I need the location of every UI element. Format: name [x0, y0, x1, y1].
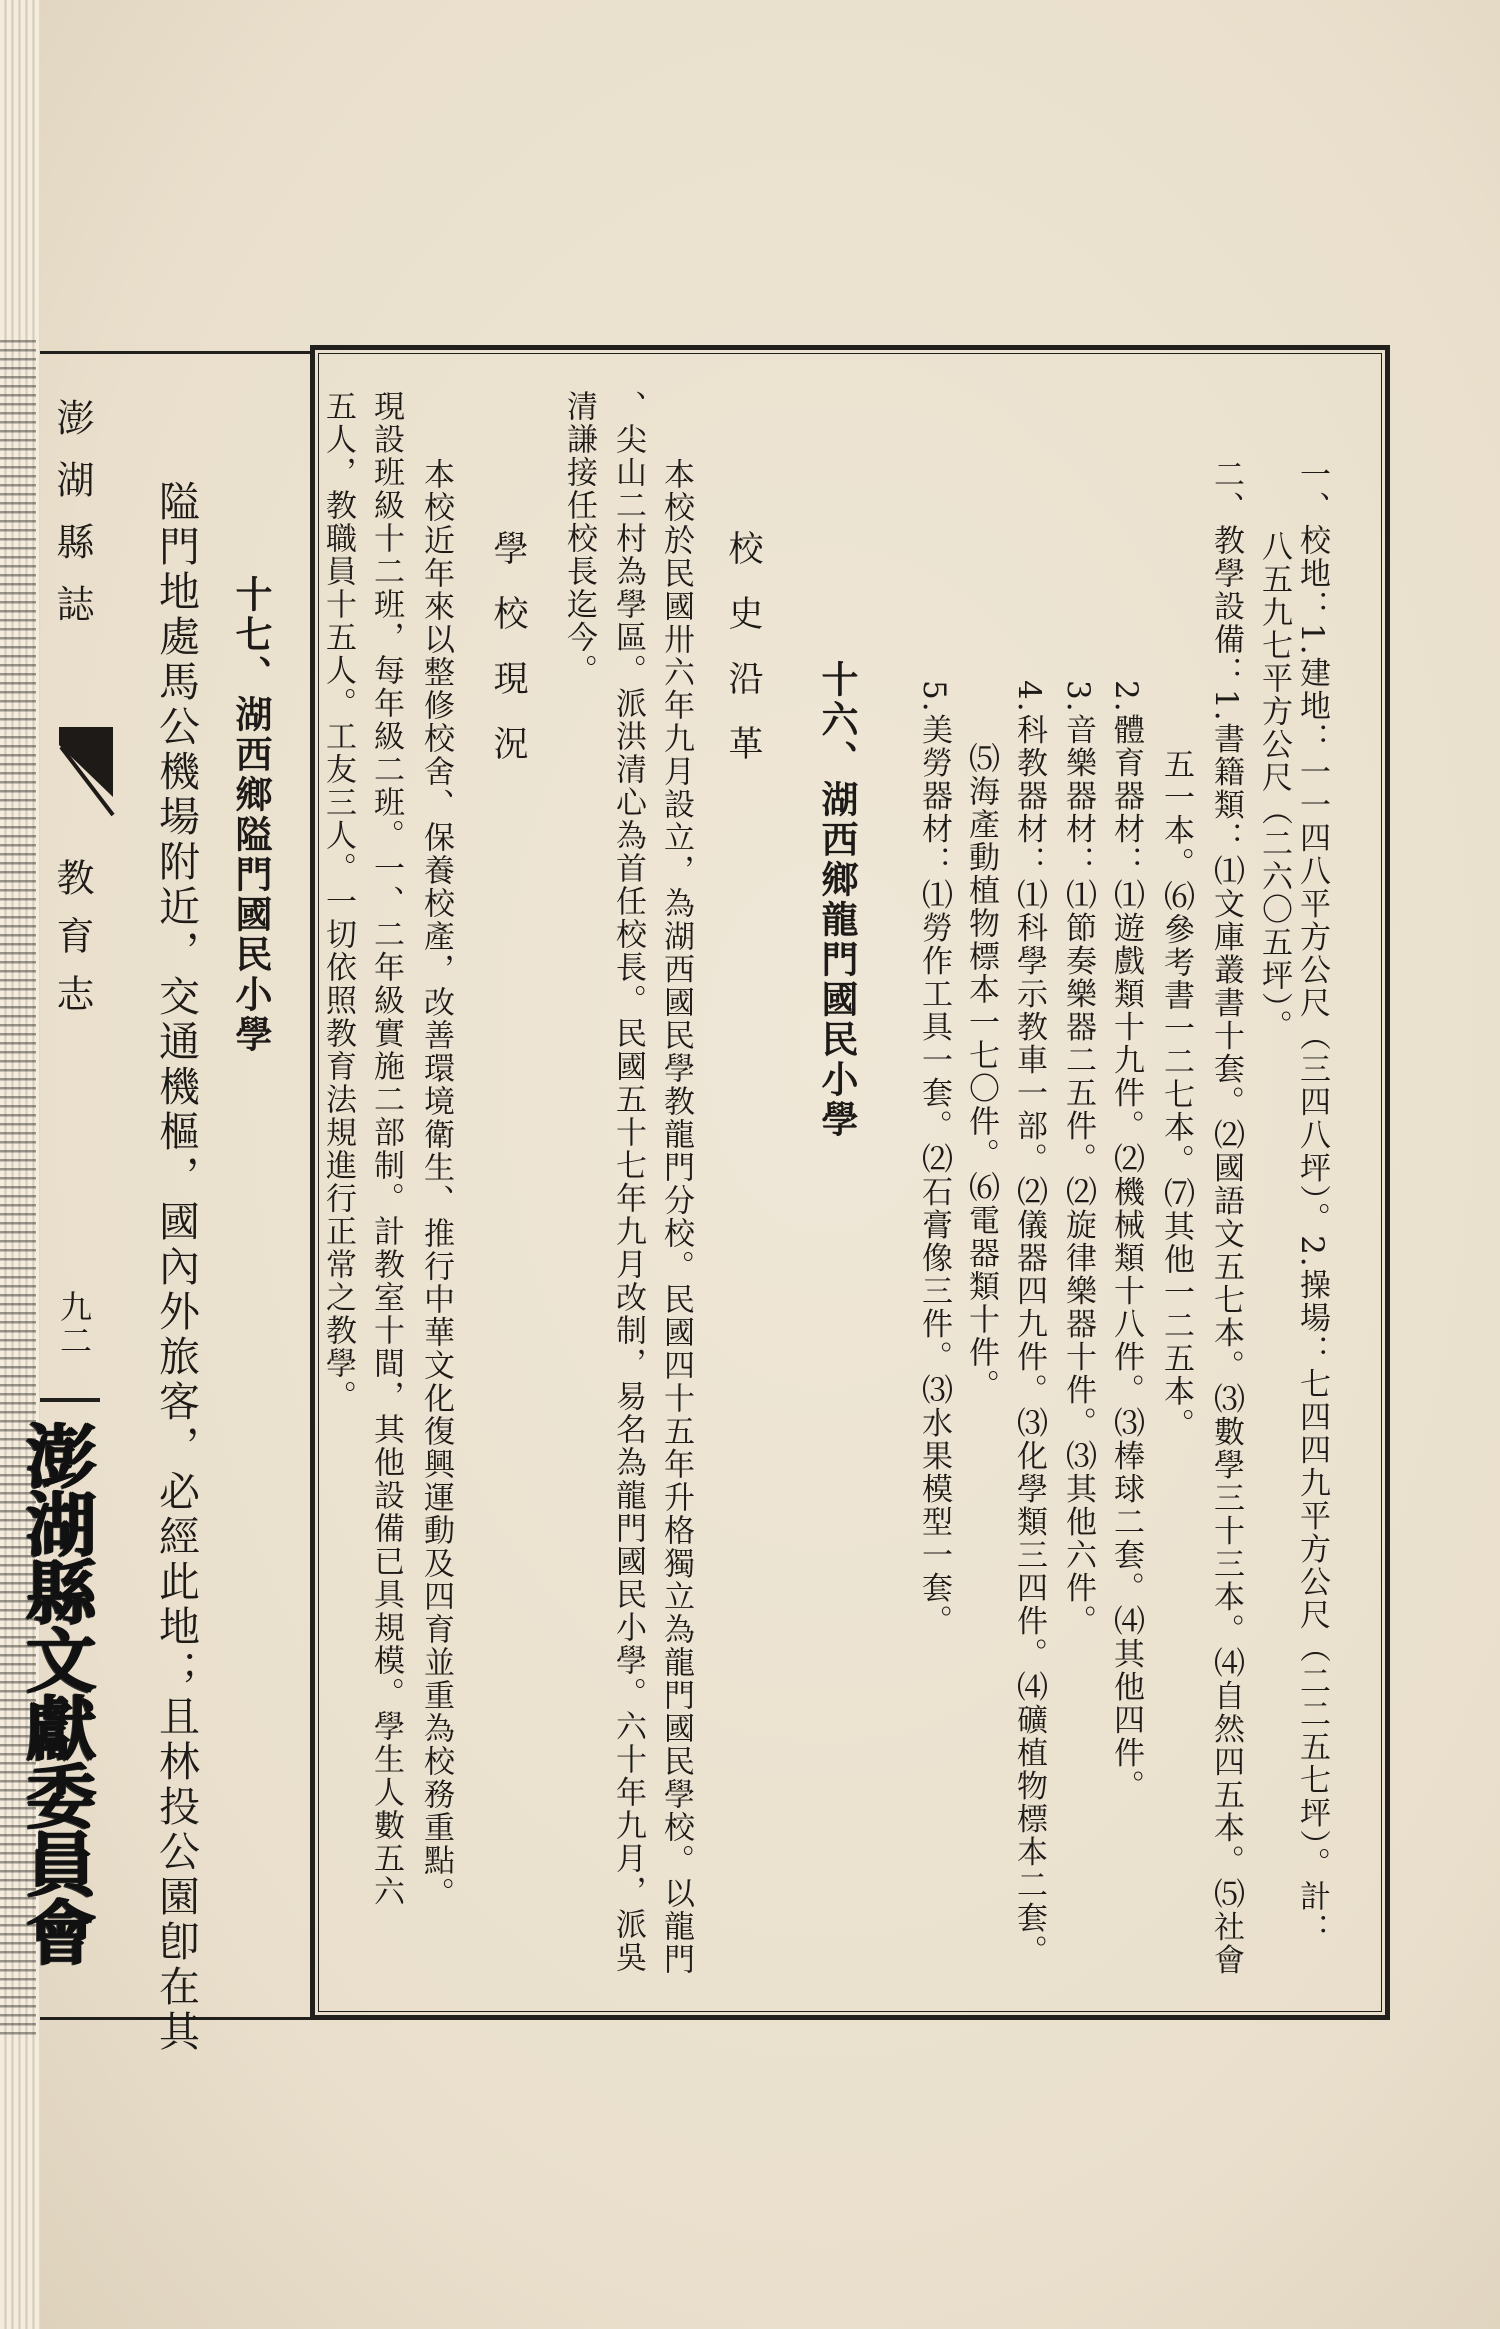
item-equipment: 二、教學設備：1.書籍類：⑴文庫叢書十套。⑵國語文五七本。⑶數學三十三本。⑷自然四五本。⑸社會 — [1208, 458, 1244, 1977]
section-divider-mark — [55, 727, 117, 822]
side-rule-top — [40, 351, 315, 354]
item-sports: 2.體育器材：⑴遊戲類十九件。⑵機械類十八件。⑶棒球二套。⑷其他四件。 — [1108, 680, 1144, 1803]
book-title: 澎湖縣誌 — [50, 398, 94, 646]
item-campus: 一、校地：1.建地：一一四八平方公尺（三四八坪）。2.操場：七四四九平方公尺（二二五七坪）。計： — [1294, 458, 1330, 1947]
item-music: 3.音樂器材：⑴節奏樂器二五件。⑵旋律樂器十件。⑶其他六件。 — [1060, 680, 1096, 1638]
history-paragraph-1: 本校於民國卅六年九月設立，為湖西國民學教龍門分校。民國四十五年升格獨立為龍門國民學校。以龍門 — [658, 458, 694, 1976]
item-science-cont: ⑸海產動植物標本一七〇件。⑹電器類十件。 — [963, 742, 999, 1402]
item-equipment-cont: 五一本。⑹參考書一二七本。⑺其他一二五本。 — [1158, 748, 1194, 1441]
status-paragraph-1: 本校近年來以整修校舍、保養校產，改善環境衛生、推行中華文化復興運動及四育並重為校務重點。 — [418, 458, 454, 1910]
section17-heading: 十七、湖西鄉隘門國民小學 — [229, 575, 272, 1055]
history-paragraph-2: 、尖山二村為學區。派洪清心為首任校長。民國五十七年九月改制，易名為龍門國民小學。六十年九月，派吳 — [610, 390, 646, 1974]
history-title: 校史沿革 — [723, 530, 763, 790]
section-name: 教育志 — [50, 858, 94, 1032]
status-paragraph-3: 五人，教職員十五人。工友三人。一切依照教育法規進行正常之教學。 — [320, 390, 356, 1413]
page-number-rule — [40, 1398, 100, 1402]
section17-paragraph-1: 隘門地處馬公機場附近，交通機樞，國內外旅客，必經此地；且林投公園卽在其 — [152, 480, 200, 2055]
history-paragraph-3: 清謙接任校長迄今。 — [561, 390, 597, 687]
item-science: 4.科教器材：⑴科學示教車一部。⑵儀器四九件。⑶化學類三四件。⑷礦植物標本二套。 — [1011, 680, 1047, 1968]
status-title: 學校現況 — [488, 530, 528, 790]
item-campus-cont: 八五九七平方公尺（二六〇五坪）。 — [1256, 530, 1292, 1043]
item-arts: 5.美勞器材：⑴勞作工具一套。⑵石膏像三件。⑶水果模型一套。 — [916, 680, 952, 1638]
status-paragraph-2: 現設班級十二班，每年級二班。一、二年級實施二部制。計教室十間，其他設備已具規模。學生人數五六 — [368, 390, 404, 1908]
page-number: 九二 — [55, 1290, 93, 1358]
section16-heading: 十六、湖西鄉龍門國民小學 — [815, 660, 858, 1140]
publisher-stamp: 澎湖縣文獻委員會 — [14, 1420, 96, 1964]
